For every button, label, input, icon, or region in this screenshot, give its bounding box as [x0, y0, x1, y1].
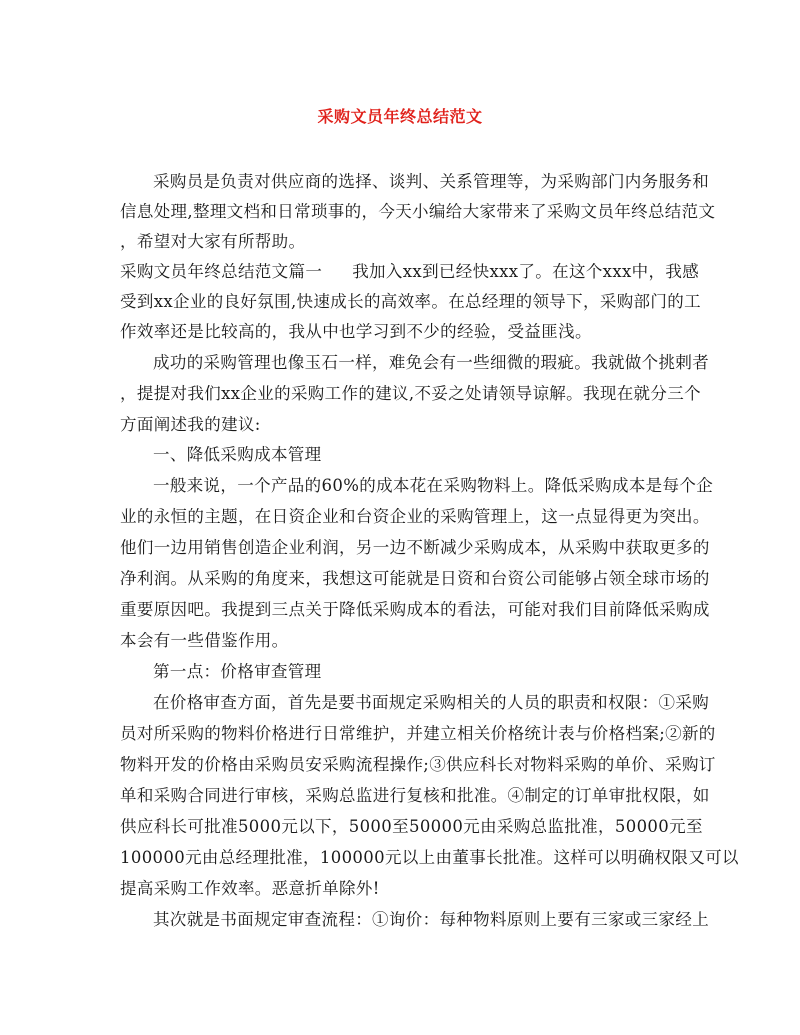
paragraph-line: 受到xx企业的良好氛围,快速成长的高效率。在总经理的领导下，采购部门的工	[120, 292, 701, 311]
paragraph-line: 物料开发的价格由采购员安采购流程操作;③供应科长对物料采购的单价、采购订	[120, 755, 716, 774]
section-heading: 一、降低采购成本管理	[153, 445, 322, 464]
document-title: 采购文员年终总结范文	[317, 107, 483, 126]
paragraph-line: 信息处理,整理文档和日常琐事的，今天小编给大家带来了采购文员年终总结范文	[120, 202, 716, 221]
paragraph-line: 重要原因吧。我提到三点关于降低采购成本的看法，可能对我们目前降低采购成	[120, 600, 710, 619]
paragraph-line: 单和采购合同进行审核，采购总监进行复核和批准。④制定的订单审批权限，如	[120, 786, 710, 805]
section-heading: 采购文员年终总结范文篇一	[120, 262, 323, 281]
paragraph-line: 提高采购工作效率。恶意折单除外!	[120, 879, 380, 898]
paragraph-line: ，希望对大家有所帮助。	[120, 232, 306, 251]
paragraph-line: 净利润。从采购的角度来，我想这可能就是日资和台资公司能够占领全球市场的	[120, 569, 710, 588]
paragraph-line: 员对所采购的物料价格进行日常维护，并建立相关价格统计表与价格档案;②新的	[120, 724, 716, 743]
paragraph-line: ，提提对我们xx企业的采购工作的建议,不妥之处请领导谅解。我现在就分三个	[120, 384, 701, 403]
paragraph-line: 在价格审查方面，首先是要书面规定采购相关的人员的职责和权限：①采购	[153, 693, 710, 712]
paragraph-line: 本会有一些借鉴作用。	[120, 631, 289, 650]
paragraph-line: 他们一边用销售创造企业利润，另一边不断减少采购成本，从采购中获取更多的	[120, 538, 710, 557]
section-heading: 第一点：价格审查管理	[153, 662, 322, 681]
paragraph-line: 其次就是书面规定审查流程：①询价：每种物料原则上要有三家或三家经上	[153, 910, 710, 929]
paragraph-line: 方面阐述我的建议:	[120, 415, 261, 434]
paragraph-line: 一般来说，一个产品的60%的成本花在采购物料上。降低采购成本是每个企	[153, 476, 714, 495]
paragraph-line: 100000元由总经理批准，100000元以上由董事长批准。这样可以明确权限又可以	[120, 848, 739, 867]
paragraph-line: 成功的采购管理也像玉石一样，难免会有一些细微的瑕疵。我就做个挑剌者	[153, 353, 710, 372]
paragraph-line: 业的永恒的主题，在日资企业和台资企业的采购管理上，这一点显得更为突出。	[120, 507, 710, 526]
paragraph-text: 我加入xx到已经快xxx了。在这个xxx中，我感	[352, 262, 700, 281]
paragraph-line: 供应科长可批准5000元以下，5000至50000元由采购总监批准，50000元至	[120, 817, 703, 836]
paragraph-line	[120, 261, 699, 283]
paragraph-line: 作效率还是比较高的，我从中也学习到不少的经验，受益匪浅。	[120, 322, 592, 341]
paragraph-line: 采购员是负责对供应商的选择、谈判、关系管理等，为采购部门内务服务和	[153, 172, 710, 191]
